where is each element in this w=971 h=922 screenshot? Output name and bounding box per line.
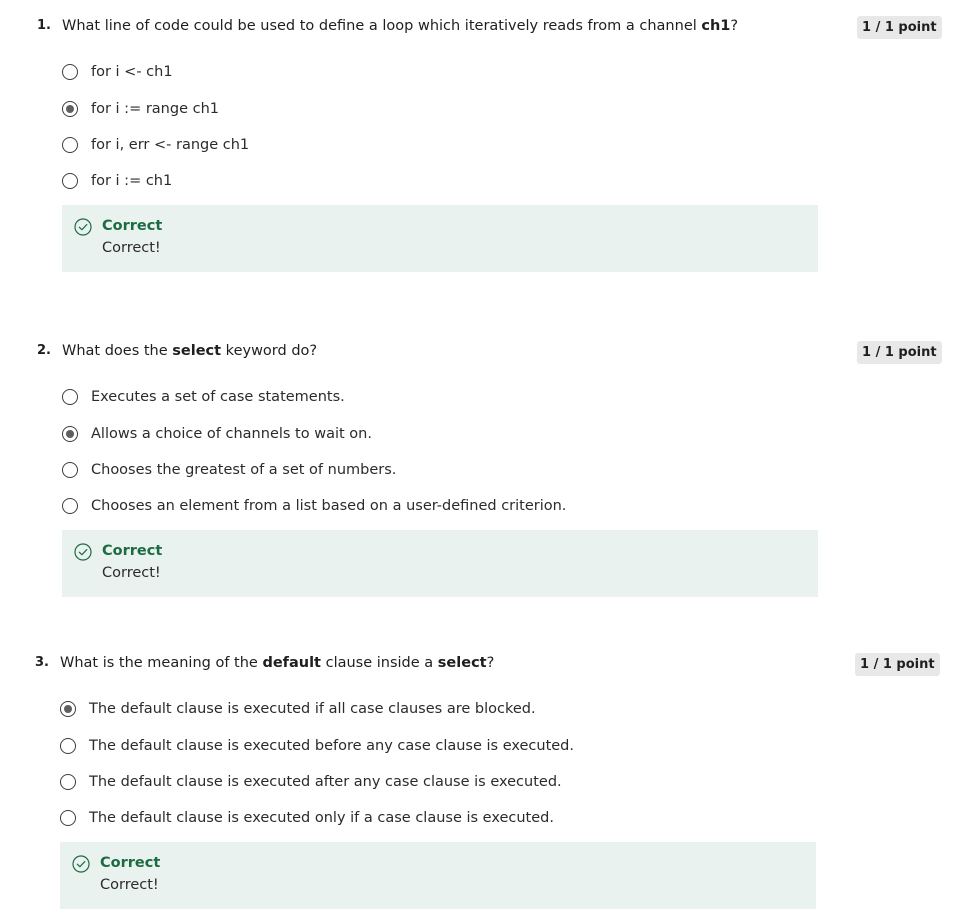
answer-option[interactable] [62, 386, 345, 408]
answer-option[interactable] [62, 134, 249, 156]
points-badge: 1 / 1 point [857, 341, 942, 364]
answer-option[interactable] [62, 459, 396, 481]
answer-option[interactable] [62, 495, 566, 517]
question-number: 3. [35, 655, 49, 670]
feedback-text: Correct! [100, 877, 159, 893]
question-text: What line of code could be used to define a loop which iteratively reads from a channel ch1? [62, 18, 739, 34]
answer-option[interactable] [62, 423, 372, 445]
option-label: Chooses the greatest of a set of numbers. [91, 462, 397, 478]
option-label: Chooses an element from a list based on a user-defined criterion. [91, 498, 567, 514]
feedback-panel [62, 530, 818, 597]
option-label: for i := ch1 [91, 173, 173, 189]
radio-button[interactable] [62, 389, 78, 405]
question-number: 2. [37, 343, 51, 358]
option-label: for i <- ch1 [91, 64, 173, 80]
radio-button[interactable] [60, 810, 76, 826]
radio-button-selected[interactable] [62, 426, 78, 442]
feedback-text: Correct! [102, 240, 161, 256]
radio-button[interactable] [60, 738, 76, 754]
option-label: The default clause is executed before any case clause is executed. [89, 738, 574, 754]
answer-option[interactable] [62, 61, 173, 83]
radio-button-selected[interactable] [60, 701, 76, 717]
answer-option[interactable] [62, 98, 219, 120]
points-badge: 1 / 1 point [857, 16, 942, 39]
radio-button[interactable] [62, 173, 78, 189]
question-text: What is the meaning of the default clause inside a select? [60, 655, 495, 671]
radio-button[interactable] [62, 462, 78, 478]
feedback-title: Correct [102, 218, 163, 234]
check-circle-icon [72, 855, 90, 873]
question-number: 1. [37, 18, 51, 33]
answer-option[interactable] [60, 735, 574, 757]
radio-button[interactable] [62, 137, 78, 153]
feedback-panel [62, 205, 818, 272]
option-label: The default clause is executed if all case clauses are blocked. [89, 701, 536, 717]
check-circle-icon [74, 218, 92, 236]
option-label: for i := range ch1 [91, 101, 219, 117]
check-circle-icon [74, 543, 92, 561]
answer-option[interactable] [60, 698, 536, 720]
radio-button[interactable] [62, 498, 78, 514]
answer-option[interactable] [60, 807, 554, 829]
option-label: Allows a choice of channels to wait on. [91, 426, 372, 442]
answer-option[interactable] [60, 771, 562, 793]
points-badge: 1 / 1 point [855, 653, 940, 676]
answer-option[interactable] [62, 170, 172, 192]
option-label: Executes a set of case statements. [91, 389, 345, 405]
option-label: for i, err <- range ch1 [91, 137, 250, 153]
feedback-title: Correct [100, 855, 161, 871]
feedback-title: Correct [102, 543, 163, 559]
option-label: The default clause is executed after any case clause is executed. [89, 774, 562, 790]
feedback-text: Correct! [102, 565, 161, 581]
radio-button[interactable] [62, 64, 78, 80]
feedback-panel [60, 842, 816, 909]
radio-button-selected[interactable] [62, 101, 78, 117]
question-text: What does the select keyword do? [62, 343, 318, 359]
option-label: The default clause is executed only if a case clause is executed. [89, 810, 554, 826]
radio-button[interactable] [60, 774, 76, 790]
